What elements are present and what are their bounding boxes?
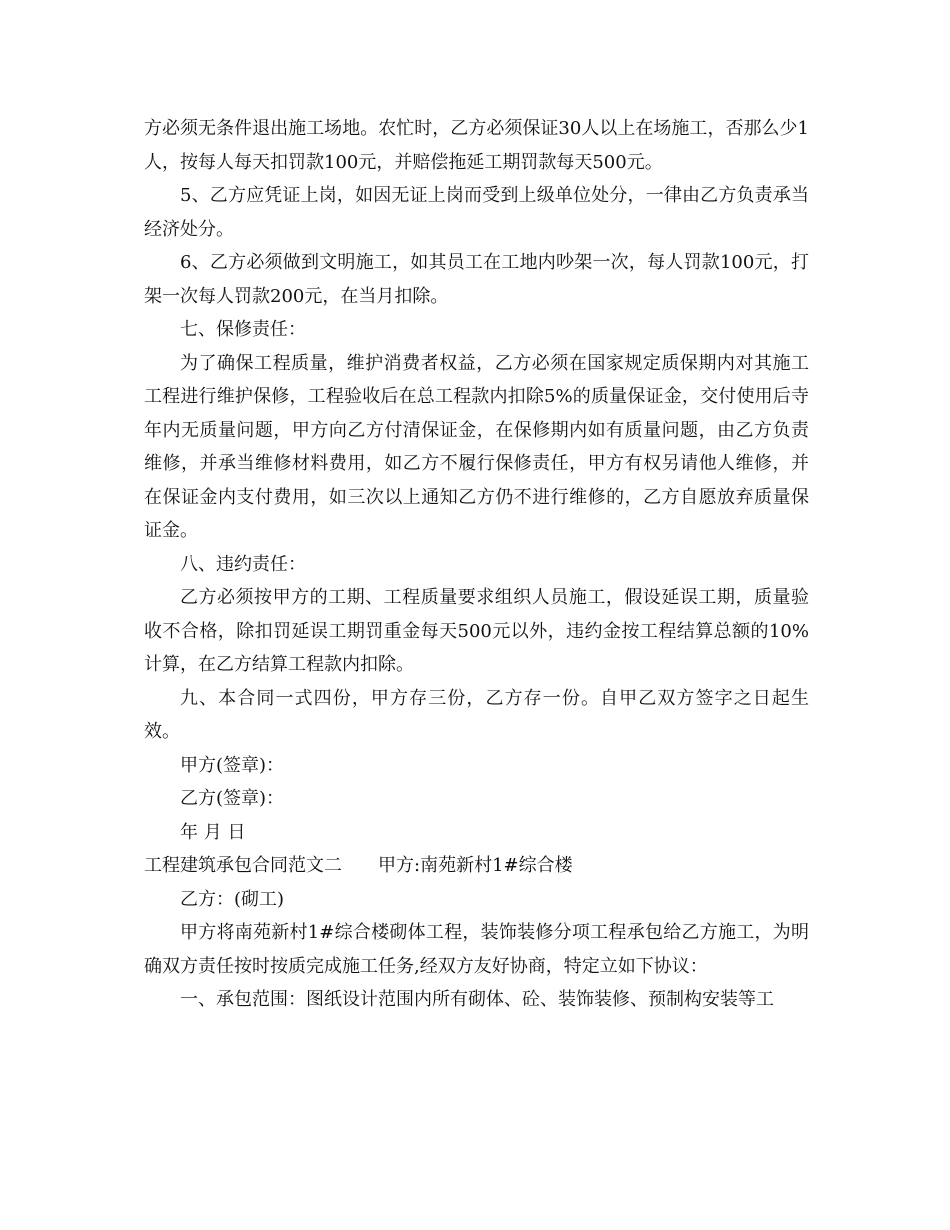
signature-party-a: 甲方(签章)：: [180, 754, 285, 776]
heading-warranty: 七、保修责任：: [180, 319, 306, 340]
document-page: [144, 112, 809, 1017]
paragraph-clause-6: 6、乙方必须做到文明施工，如其员工在工地内吵架一次，每人罚款100元，打架一次每人罚款200元，在当月扣除。: [144, 252, 809, 307]
signature-date: 年 月 日: [180, 821, 246, 843]
paragraph-warranty: 为了确保工程质量，维护消费者权益，乙方必须在国家规定质保期内对其施工工程进行维护保修，工程验收后在总工程款内扣除5%的质量保证金，交付使用后寺年内无质量问题，甲方向乙方付清保证金，在保修期内如有质量问题，由乙方负责维修，并承当维修材料费用，如乙方不履行保修责任，甲方有权另请他人维修，并在保证金内支付费用，如三次以上通知乙方仍不进行维修的，乙方自愿放弃质量保证金。: [144, 352, 809, 541]
party-b-header: 乙方：(砌工): [180, 888, 285, 910]
paragraph-intro: 甲方将南苑新村1#综合楼砌体工程，装饰装修分项工程承包给乙方施工，为明确双方责任按时按质完成施工任务,经双方友好协商，特定立如下协议：: [144, 922, 809, 977]
party-a-header: 甲方:南苑新村1#综合楼: [378, 855, 573, 876]
section-title-line: [144, 849, 809, 883]
paragraph-clause-5: 5、乙方应凭证上岗，如因无证上岗而受到上级单位处分，一律由乙方负责承当经济处分。: [144, 185, 809, 240]
paragraph-copies: 九、本合同一式四份，甲方存三份，乙方存一份。自甲乙双方签字之日起生效。: [144, 687, 809, 742]
paragraph-scope: 一、承包范围：图纸设计范围内所有砌体、砼、装饰装修、预制构安装等工: [180, 989, 774, 1010]
paragraph-continuation: 方必须无条件退出施工场地。农忙时，乙方必须保证30人以上在场施工，否那么少1人，按每人每天扣罚款100元，并赔偿拖延工期罚款每天500元。: [144, 118, 809, 173]
paragraph-breach: 乙方必须按甲方的工期、工程质量要求组织人员施工，假设延误工期，质量验收不合格，除扣罚延误工期罚重金每天500元以外，违约金按工程结算总额的10%计算，在乙方结算工程款内扣除。: [144, 587, 809, 675]
signature-party-b: 乙方(签章)：: [180, 788, 285, 809]
section-title: 工程建筑承包合同范文二: [144, 855, 342, 876]
heading-breach: 八、违约责任：: [180, 553, 306, 575]
